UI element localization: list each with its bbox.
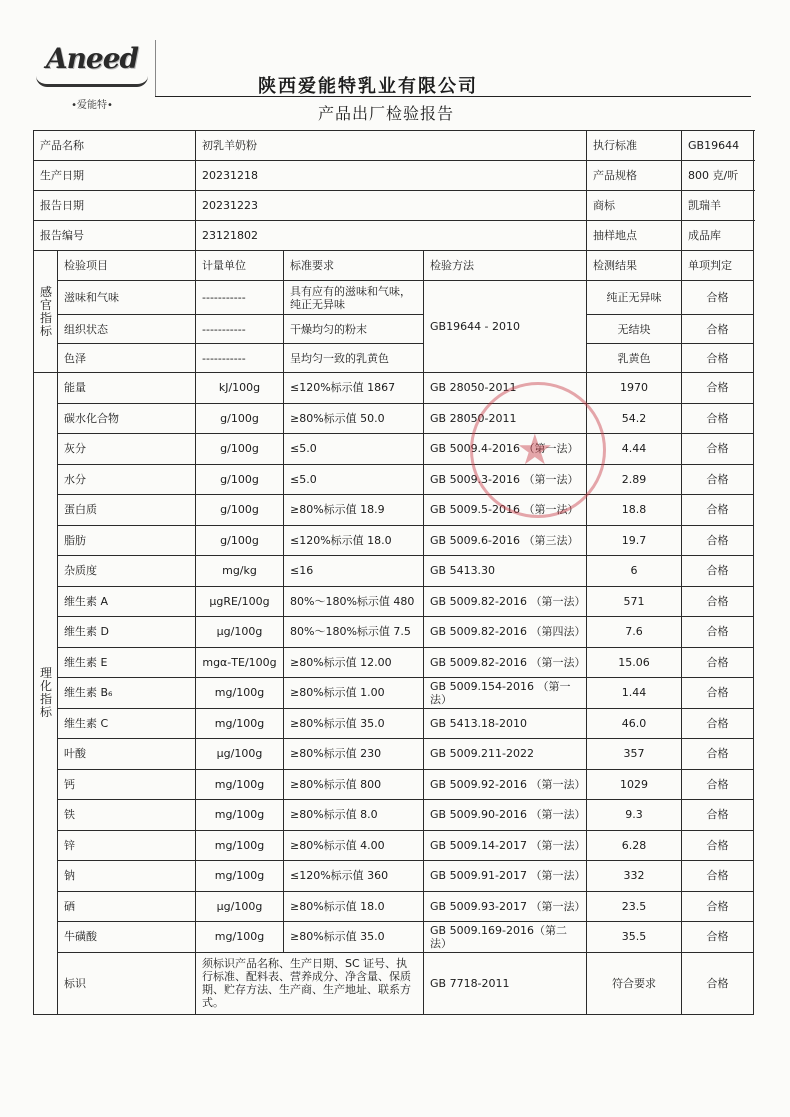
info-value: 成品库	[682, 221, 754, 251]
item-name: 能量	[58, 373, 196, 404]
physchem-row	[34, 495, 754, 526]
column-header-unit: 计量单位	[196, 251, 284, 281]
standard-requirement: ≥80%标示值 18.9	[284, 495, 424, 526]
judgement: 合格	[682, 830, 754, 861]
info-label: 报告编号	[34, 221, 196, 251]
judgement: 合格	[682, 403, 754, 434]
standard-requirement: ≤16	[284, 556, 424, 587]
unit: g/100g	[196, 434, 284, 465]
judgement: 合格	[682, 952, 754, 1014]
physchem-group-label	[34, 373, 58, 1015]
test-method: GB 5009.169-2016（第二法）	[424, 922, 587, 953]
info-label: 报告日期	[34, 191, 196, 221]
standard-requirement: ≤120%标示值 1867	[284, 373, 424, 404]
test-method: GB 5009.5-2016 （第一法）	[424, 495, 587, 526]
physchem-row	[34, 403, 754, 434]
test-result: 19.7	[587, 525, 682, 556]
judgement: 合格	[682, 373, 754, 404]
test-method: GB 5009.14-2017 （第一法）	[424, 830, 587, 861]
test-result: 1.44	[587, 678, 682, 709]
test-method: GB 7718-2011	[424, 952, 587, 1014]
test-result: 纯正无异味	[587, 281, 682, 315]
item-name: 标识	[58, 952, 196, 1014]
item-name: 叶酸	[58, 739, 196, 770]
judgement: 合格	[682, 495, 754, 526]
judgement: 合格	[682, 586, 754, 617]
physchem-row	[34, 708, 754, 739]
physchem-row	[34, 434, 754, 465]
test-method: GB 5413.18-2010	[424, 708, 587, 739]
test-result: 46.0	[587, 708, 682, 739]
unit: g/100g	[196, 525, 284, 556]
test-method: GB 5009.91-2017 （第一法）	[424, 861, 587, 892]
standard-requirement: 80%～180%标示值 7.5	[284, 617, 424, 648]
test-method: GB 5413.30	[424, 556, 587, 587]
test-result: 乳黄色	[587, 344, 682, 373]
judgement: 合格	[682, 800, 754, 831]
judgement: 合格	[682, 434, 754, 465]
company-logo	[32, 40, 152, 115]
standard-requirement: ≥80%标示值 8.0	[284, 800, 424, 831]
judgement: 合格	[682, 769, 754, 800]
unit: mg/100g	[196, 769, 284, 800]
header-divider-vertical	[155, 40, 156, 96]
test-method: GB 5009.93-2017 （第一法）	[424, 891, 587, 922]
test-method: GB 5009.154-2016 （第一法）	[424, 678, 587, 709]
unit: mg/100g	[196, 861, 284, 892]
unit: μgRE/100g	[196, 586, 284, 617]
unit: -----------	[196, 281, 284, 315]
test-result: 35.5	[587, 922, 682, 953]
sensory-row	[34, 315, 754, 344]
item-name: 维生素 E	[58, 647, 196, 678]
info-value: 初乳羊奶粉	[196, 131, 587, 161]
item-name: 滋味和气味	[58, 281, 196, 315]
group-label-char: 化	[40, 679, 53, 694]
info-row	[34, 131, 754, 161]
unit: μg/100g	[196, 891, 284, 922]
group-label-char: 感	[40, 284, 53, 299]
test-method: GB 5009.6-2016 （第三法）	[424, 525, 587, 556]
test-result: 332	[587, 861, 682, 892]
test-result: 无结块	[587, 315, 682, 344]
standard-requirement: ≥80%标示值 35.0	[284, 922, 424, 953]
physchem-row	[34, 525, 754, 556]
sensory-row	[34, 344, 754, 373]
standard-requirement: ≥80%标示值 50.0	[284, 403, 424, 434]
column-header-row	[34, 251, 754, 281]
item-name: 硒	[58, 891, 196, 922]
standard-requirement: ≤120%标示值 18.0	[284, 525, 424, 556]
labeling-requirement: 须标识产品名称、生产日期、SC 证号、执行标准、配料表、营养成分、净含量、保质期、贮存方法、生产商、生产地址、联系方式。	[196, 952, 424, 1014]
test-method: GB 28050-2011	[424, 403, 587, 434]
unit: mg/100g	[196, 678, 284, 709]
item-name: 维生素 B₆	[58, 678, 196, 709]
item-name: 色泽	[58, 344, 196, 373]
labeling-row	[34, 952, 754, 1014]
info-row	[34, 191, 754, 221]
test-result: 571	[587, 586, 682, 617]
test-result: 6.28	[587, 830, 682, 861]
group-label-char: 理	[40, 666, 53, 681]
item-name: 锌	[58, 830, 196, 861]
test-result: 357	[587, 739, 682, 770]
item-name: 维生素 C	[58, 708, 196, 739]
column-header-standard: 标准要求	[284, 251, 424, 281]
company-name: 陕西爱能特乳业有限公司	[258, 76, 478, 97]
judgement: 合格	[682, 922, 754, 953]
info-value: 800 克/听	[682, 161, 754, 191]
test-method: GB19644 - 2010	[424, 281, 587, 373]
physchem-row	[34, 922, 754, 953]
judgement: 合格	[682, 556, 754, 587]
judgement: 合格	[682, 344, 754, 373]
group-label-char: 指	[40, 310, 53, 325]
test-result: 1970	[587, 373, 682, 404]
physchem-row	[34, 739, 754, 770]
test-result: 7.6	[587, 617, 682, 648]
test-result: 15.06	[587, 647, 682, 678]
item-name: 蛋白质	[58, 495, 196, 526]
test-result: 23.5	[587, 891, 682, 922]
unit: kJ/100g	[196, 373, 284, 404]
info-value: 凯瑞羊	[682, 191, 754, 221]
info-value: GB19644	[682, 131, 754, 161]
judgement: 合格	[682, 617, 754, 648]
group-label-char: 指	[40, 692, 53, 707]
header-divider	[155, 96, 751, 97]
physchem-row	[34, 647, 754, 678]
test-result: 18.8	[587, 495, 682, 526]
standard-requirement: 呈均匀一致的乳黄色	[284, 344, 424, 373]
judgement: 合格	[682, 678, 754, 709]
item-name: 杂质度	[58, 556, 196, 587]
info-label: 执行标准	[587, 131, 682, 161]
test-method: GB 5009.3-2016 （第一法）	[424, 464, 587, 495]
info-row	[34, 161, 754, 191]
physchem-row	[34, 617, 754, 648]
test-result: 6	[587, 556, 682, 587]
info-label: 生产日期	[34, 161, 196, 191]
physchem-row	[34, 800, 754, 831]
info-value: 23121802	[196, 221, 587, 251]
standard-requirement: 80%～180%标示值 480	[284, 586, 424, 617]
judgement: 合格	[682, 464, 754, 495]
physchem-row	[34, 830, 754, 861]
standard-requirement: ≤5.0	[284, 464, 424, 495]
info-label: 产品名称	[34, 131, 196, 161]
sensory-row	[34, 281, 754, 315]
physchem-row	[34, 464, 754, 495]
standard-requirement: ≥80%标示值 12.00	[284, 647, 424, 678]
unit: mg/kg	[196, 556, 284, 587]
test-result: 54.2	[587, 403, 682, 434]
group-label-char: 官	[40, 297, 53, 312]
test-method: GB 5009.92-2016 （第一法）	[424, 769, 587, 800]
info-value: 20231218	[196, 161, 587, 191]
item-name: 牛磺酸	[58, 922, 196, 953]
column-header-item: 检验项目	[58, 251, 196, 281]
logo-subtitle: •爱能特•	[71, 100, 113, 111]
group-label-char: 标	[40, 323, 53, 338]
test-method: GB 28050-2011	[424, 373, 587, 404]
standard-requirement: ≥80%标示值 800	[284, 769, 424, 800]
test-method: GB 5009.82-2016 （第一法）	[424, 586, 587, 617]
judgement: 合格	[682, 281, 754, 315]
judgement: 合格	[682, 861, 754, 892]
item-name: 维生素 D	[58, 617, 196, 648]
unit: mg/100g	[196, 830, 284, 861]
standard-requirement: ≥80%标示值 4.00	[284, 830, 424, 861]
item-name: 灰分	[58, 434, 196, 465]
test-result: 4.44	[587, 434, 682, 465]
info-label: 商标	[587, 191, 682, 221]
inspection-report-table	[33, 130, 754, 1015]
info-label: 抽样地点	[587, 221, 682, 251]
unit: -----------	[196, 315, 284, 344]
item-name: 组织状态	[58, 315, 196, 344]
unit: mg/100g	[196, 922, 284, 953]
test-result: 9.3	[587, 800, 682, 831]
standard-requirement: 具有应有的滋味和气味，纯正无异味	[284, 281, 424, 315]
standard-requirement: ≥80%标示值 35.0	[284, 708, 424, 739]
unit: g/100g	[196, 464, 284, 495]
unit: μg/100g	[196, 617, 284, 648]
physchem-row	[34, 678, 754, 709]
standard-requirement: ≤120%标示值 360	[284, 861, 424, 892]
standard-requirement: ≤5.0	[284, 434, 424, 465]
test-method: GB 5009.90-2016 （第一法）	[424, 800, 587, 831]
physchem-row	[34, 586, 754, 617]
sensory-group-label	[34, 251, 58, 373]
unit: mgα-TE/100g	[196, 647, 284, 678]
info-row	[34, 221, 754, 251]
test-result: 1029	[587, 769, 682, 800]
standard-requirement: ≥80%标示值 18.0	[284, 891, 424, 922]
standard-requirement: 干燥均匀的粉末	[284, 315, 424, 344]
standard-requirement: ≥80%标示值 230	[284, 739, 424, 770]
judgement: 合格	[682, 739, 754, 770]
item-name: 脂肪	[58, 525, 196, 556]
info-value: 20231223	[196, 191, 587, 221]
physchem-row	[34, 769, 754, 800]
seal-star-icon: ★	[516, 425, 554, 474]
info-label: 产品规格	[587, 161, 682, 191]
standard-requirement: ≥80%标示值 1.00	[284, 678, 424, 709]
item-name: 钠	[58, 861, 196, 892]
unit: μg/100g	[196, 739, 284, 770]
column-header-method: 检验方法	[424, 251, 587, 281]
unit: mg/100g	[196, 800, 284, 831]
group-label-char: 标	[40, 705, 53, 720]
unit: -----------	[196, 344, 284, 373]
test-method: GB 5009.4-2016 （第一法）	[424, 434, 587, 465]
judgement: 合格	[682, 891, 754, 922]
judgement: 合格	[682, 525, 754, 556]
unit: g/100g	[196, 403, 284, 434]
physchem-row	[34, 891, 754, 922]
item-name: 钙	[58, 769, 196, 800]
item-name: 铁	[58, 800, 196, 831]
physchem-row	[34, 861, 754, 892]
item-name: 维生素 A	[58, 586, 196, 617]
physchem-row	[34, 556, 754, 587]
judgement: 合格	[682, 708, 754, 739]
column-header-result: 检测结果	[587, 251, 682, 281]
test-result: 符合要求	[587, 952, 682, 1014]
report-title: 产品出厂检验报告	[318, 104, 455, 123]
unit: g/100g	[196, 495, 284, 526]
column-header-judge: 单项判定	[682, 251, 754, 281]
test-method: GB 5009.211-2022	[424, 739, 587, 770]
physchem-row	[34, 373, 754, 404]
item-name: 水分	[58, 464, 196, 495]
test-method: GB 5009.82-2016 （第四法）	[424, 617, 587, 648]
logo-wordmark: Aneed	[45, 42, 139, 75]
item-name: 碳水化合物	[58, 403, 196, 434]
test-result: 2.89	[587, 464, 682, 495]
judgement: 合格	[682, 315, 754, 344]
judgement: 合格	[682, 647, 754, 678]
logo-swoosh	[36, 76, 148, 87]
unit: mg/100g	[196, 708, 284, 739]
test-method: GB 5009.82-2016 （第一法）	[424, 647, 587, 678]
